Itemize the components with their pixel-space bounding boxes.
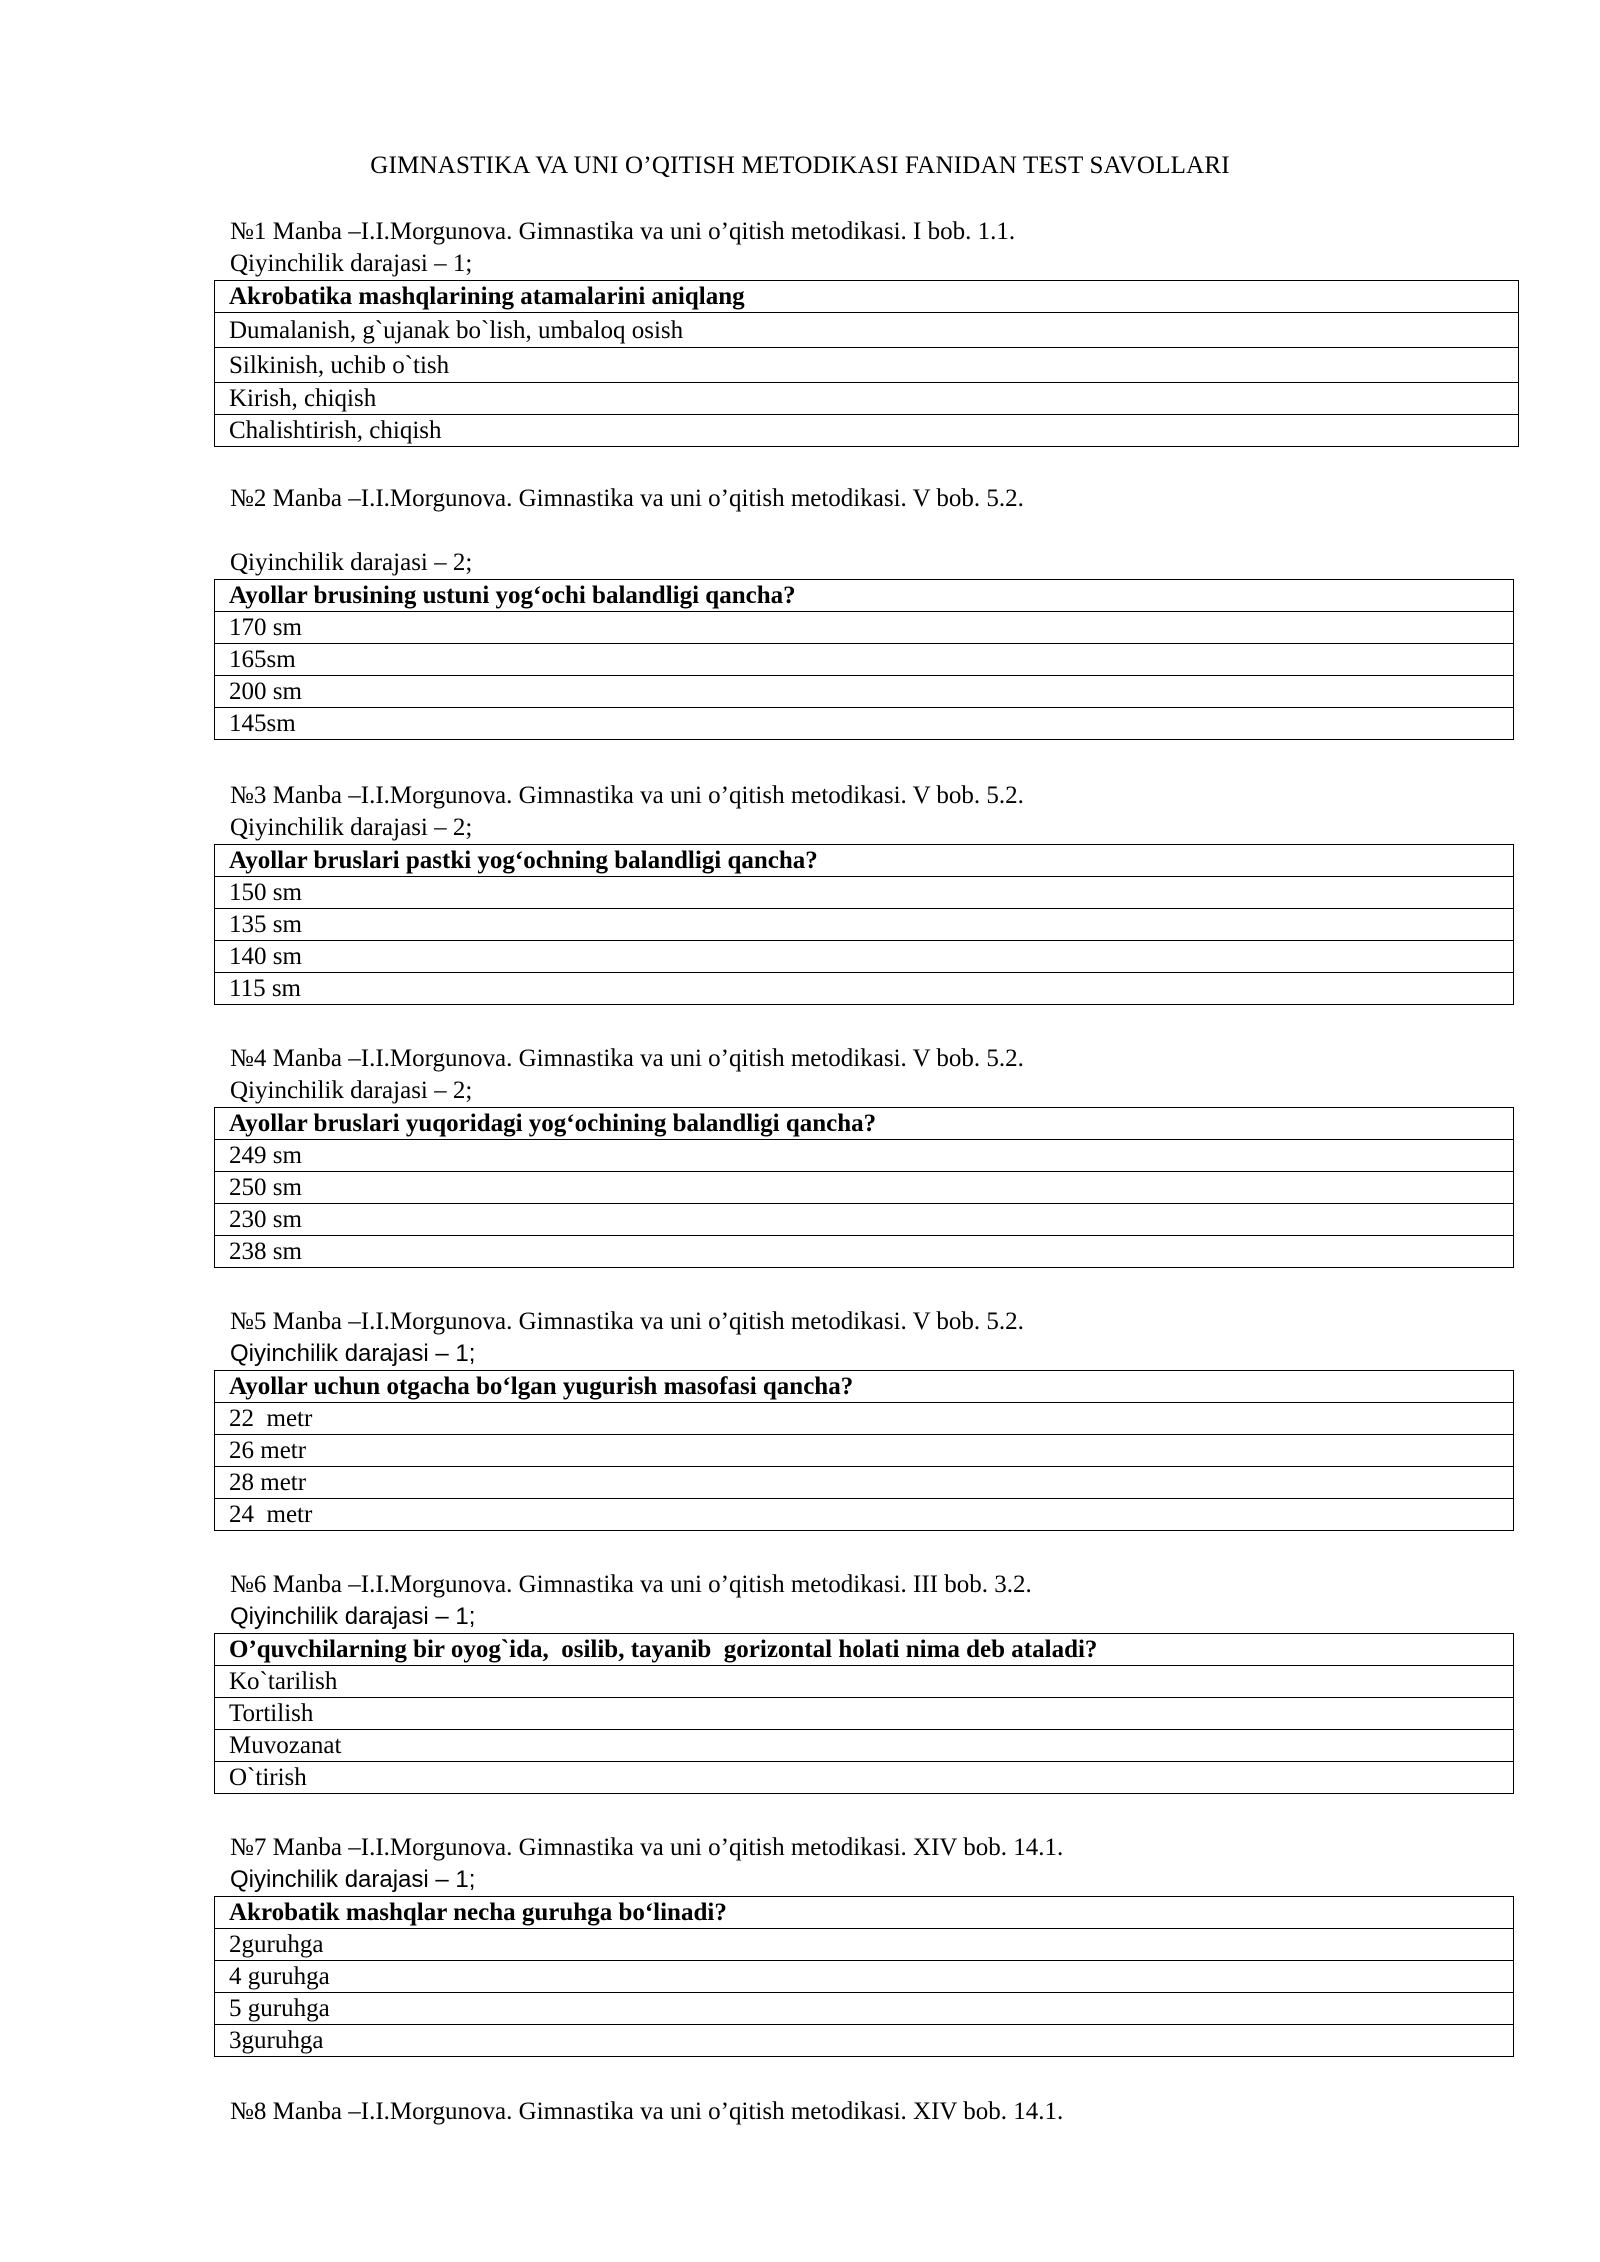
answer-option: 200 sm: [215, 676, 1514, 708]
answer-option: 238 sm: [215, 1236, 1514, 1268]
answer-option: 28 metr: [215, 1467, 1514, 1499]
question-text: Akrobatik mashqlar necha guruhga bo‘linadi?: [215, 1897, 1514, 1929]
answer-option: 250 sm: [215, 1172, 1514, 1204]
answer-option: 249 sm: [215, 1140, 1514, 1172]
question-source: №1 Manba –I.I.Morgunova. Gimnastika va uni o’qitish metodikasi. I bob. 1.1.: [230, 218, 1016, 245]
answer-option: Muvozanat: [215, 1730, 1514, 1762]
question-source: №2 Manba –I.I.Morgunova. Gimnastika va uni o’qitish metodikasi. V bob. 5.2.: [230, 485, 1024, 512]
question-block-7: [214, 1832, 1514, 2057]
answer-option: 170 sm: [215, 612, 1514, 644]
answer-option: Kirish, chiqish: [215, 383, 1519, 415]
question-table: [214, 280, 1519, 447]
answer-option: 135 sm: [215, 909, 1514, 941]
difficulty-level: Qiyinchilik darajasi – 1;: [230, 250, 473, 277]
question-source: №8 Manba –I.I.Morgunova. Gimnastika va uni o’qitish metodikasi. XIV bob. 14.1.: [230, 2098, 1064, 2125]
question-table: [214, 1107, 1514, 1268]
document-title: GIMNASTIKA VA UNI O’QITISH METODIKASI FANIDAN TEST SAVOLLARI: [370, 152, 1230, 179]
answer-option: 4 guruhga: [215, 1961, 1514, 1993]
difficulty-level: Qiyinchilik darajasi – 1;: [230, 1340, 476, 1367]
difficulty-level: Qiyinchilik darajasi – 2;: [230, 1077, 473, 1104]
question-block-6: [214, 1569, 1514, 1794]
answer-option: 140 sm: [215, 941, 1514, 973]
difficulty-level: Qiyinchilik darajasi – 1;: [230, 1603, 476, 1630]
question-text: Akrobatika mashqlarining atamalarini aniqlang: [215, 281, 1519, 313]
question-block-4: [214, 1043, 1514, 1268]
answer-option: O`tirish: [215, 1762, 1514, 1794]
question-source: №3 Manba –I.I.Morgunova. Gimnastika va uni o’qitish metodikasi. V bob. 5.2.: [230, 782, 1024, 809]
answer-option: 230 sm: [215, 1204, 1514, 1236]
difficulty-level: Qiyinchilik darajasi – 1;: [230, 1866, 476, 1893]
question-block-1: [214, 216, 1519, 447]
answer-option: 2guruhga: [215, 1929, 1514, 1961]
spacer: [214, 515, 1514, 547]
answer-option: 115 sm: [215, 973, 1514, 1005]
answer-option: Tortilish: [215, 1698, 1514, 1730]
difficulty-level: Qiyinchilik darajasi – 2;: [230, 549, 473, 576]
question-table: [214, 1370, 1514, 1531]
answer-option: 22 metr: [215, 1403, 1514, 1435]
question-text: Ayollar uchun otgacha bo‘lgan yugurish masofasi qancha?: [215, 1371, 1514, 1403]
answer-option: 24 metr: [215, 1499, 1514, 1531]
answer-option: 150 sm: [215, 877, 1514, 909]
answer-option: 26 metr: [215, 1435, 1514, 1467]
answer-option: 5 guruhga: [215, 1993, 1514, 2025]
question-source: №5 Manba –I.I.Morgunova. Gimnastika va uni o’qitish metodikasi. V bob. 5.2.: [230, 1308, 1024, 1335]
question-source: №7 Manba –I.I.Morgunova. Gimnastika va uni o’qitish metodikasi. XIV bob. 14.1.: [230, 1834, 1064, 1861]
answer-option: 165sm: [215, 644, 1514, 676]
question-text: Ayollar brusining ustuni yog‘ochi balandligi qancha?: [215, 580, 1514, 612]
question-text: Ayollar bruslari yuqoridagi yog‘ochining balandligi qancha?: [215, 1108, 1514, 1140]
question-source: №6 Manba –I.I.Morgunova. Gimnastika va uni o’qitish metodikasi. III bob. 3.2.: [230, 1571, 1032, 1598]
answer-option: Silkinish, uchib o`tish: [215, 348, 1519, 383]
question-source: №4 Manba –I.I.Morgunova. Gimnastika va uni o’qitish metodikasi. V bob. 5.2.: [230, 1045, 1024, 1072]
answer-option: Ko`tarilish: [215, 1666, 1514, 1698]
question-block-8: [214, 2096, 1063, 2128]
question-table: [214, 579, 1514, 740]
question-table: [214, 844, 1514, 1005]
question-block-3: [214, 780, 1514, 1005]
question-table: [214, 1633, 1514, 1794]
question-block-5: [214, 1306, 1514, 1531]
question-text: O’quvchilarning bir oyog`ida, osilib, tayanib gorizontal holati nima deb ataladi?: [215, 1634, 1514, 1666]
answer-option: 3guruhga: [215, 2025, 1514, 2057]
question-table: [214, 1896, 1514, 2057]
answer-option: Chalishtirish, chiqish: [215, 415, 1519, 447]
question-block-2: [214, 483, 1514, 740]
question-text: Ayollar bruslari pastki yog‘ochning balandligi qancha?: [215, 845, 1514, 877]
answer-option: 145sm: [215, 708, 1514, 740]
answer-option: Dumalanish, g`ujanak bo`lish, umbaloq osish: [215, 313, 1519, 348]
difficulty-level: Qiyinchilik darajasi – 2;: [230, 814, 473, 841]
